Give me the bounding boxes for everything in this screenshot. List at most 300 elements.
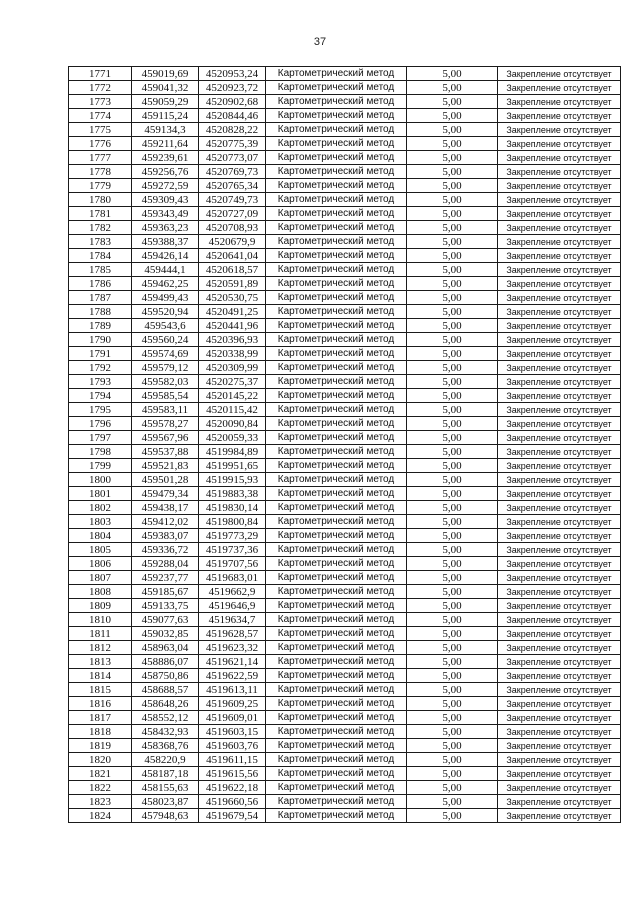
table-row <box>69 571 621 585</box>
method-cell: Картометрический метод <box>266 347 407 361</box>
y-coordinate-cell: 4519621,14 <box>199 655 266 669</box>
method-cell: Картометрический метод <box>266 557 407 571</box>
fixation-cell: Закрепление отсутствует <box>498 529 621 543</box>
table-row <box>69 473 621 487</box>
point-number-cell: 1782 <box>69 221 132 235</box>
fixation-cell: Закрепление отсутствует <box>498 207 621 221</box>
fixation-cell: Закрепление отсутствует <box>498 501 621 515</box>
fixation-cell: Закрепление отсутствует <box>498 277 621 291</box>
accuracy-cell: 5,00 <box>407 165 498 179</box>
accuracy-cell: 5,00 <box>407 725 498 739</box>
accuracy-cell: 5,00 <box>407 361 498 375</box>
table-row <box>69 459 621 473</box>
accuracy-cell: 5,00 <box>407 179 498 193</box>
accuracy-cell: 5,00 <box>407 263 498 277</box>
method-cell: Картометрический метод <box>266 669 407 683</box>
x-coordinate-cell: 459537,88 <box>132 445 199 459</box>
method-cell: Картометрический метод <box>266 305 407 319</box>
accuracy-cell: 5,00 <box>407 221 498 235</box>
fixation-cell: Закрепление отсутствует <box>498 417 621 431</box>
x-coordinate-cell: 459388,37 <box>132 235 199 249</box>
point-number-cell: 1787 <box>69 291 132 305</box>
table-row <box>69 137 621 151</box>
accuracy-cell: 5,00 <box>407 711 498 725</box>
point-number-cell: 1808 <box>69 585 132 599</box>
x-coordinate-cell: 459412,02 <box>132 515 199 529</box>
point-number-cell: 1789 <box>69 319 132 333</box>
y-coordinate-cell: 4519609,25 <box>199 697 266 711</box>
table-row <box>69 501 621 515</box>
y-coordinate-cell: 4520775,39 <box>199 137 266 151</box>
method-cell: Картометрический метод <box>266 151 407 165</box>
table-row <box>69 445 621 459</box>
table-row <box>69 697 621 711</box>
accuracy-cell: 5,00 <box>407 683 498 697</box>
accuracy-cell: 5,00 <box>407 669 498 683</box>
y-coordinate-cell: 4520727,09 <box>199 207 266 221</box>
fixation-cell: Закрепление отсутствует <box>498 599 621 613</box>
y-coordinate-cell: 4520953,24 <box>199 67 266 81</box>
method-cell: Картометрический метод <box>266 781 407 795</box>
point-number-cell: 1783 <box>69 235 132 249</box>
fixation-cell: Закрепление отсутствует <box>498 795 621 809</box>
x-coordinate-cell: 459520,94 <box>132 305 199 319</box>
y-coordinate-cell: 4519679,54 <box>199 809 266 823</box>
point-number-cell: 1800 <box>69 473 132 487</box>
accuracy-cell: 5,00 <box>407 319 498 333</box>
fixation-cell: Закрепление отсутствует <box>498 781 621 795</box>
y-coordinate-cell: 4519609,01 <box>199 711 266 725</box>
x-coordinate-cell: 458432,93 <box>132 725 199 739</box>
x-coordinate-cell: 459343,49 <box>132 207 199 221</box>
y-coordinate-cell: 4520923,72 <box>199 81 266 95</box>
accuracy-cell: 5,00 <box>407 599 498 613</box>
table-row <box>69 333 621 347</box>
fixation-cell: Закрепление отсутствует <box>498 683 621 697</box>
table-row <box>69 669 621 683</box>
method-cell: Картометрический метод <box>266 543 407 557</box>
page-number: 37 <box>313 36 327 48</box>
fixation-cell: Закрепление отсутствует <box>498 669 621 683</box>
y-coordinate-cell: 4520491,25 <box>199 305 266 319</box>
point-number-cell: 1784 <box>69 249 132 263</box>
method-cell: Картометрический метод <box>266 459 407 473</box>
accuracy-cell: 5,00 <box>407 529 498 543</box>
table-row <box>69 179 621 193</box>
point-number-cell: 1817 <box>69 711 132 725</box>
accuracy-cell: 5,00 <box>407 375 498 389</box>
y-coordinate-cell: 4520059,33 <box>199 431 266 445</box>
accuracy-cell: 5,00 <box>407 655 498 669</box>
method-cell: Картометрический метод <box>266 221 407 235</box>
accuracy-cell: 5,00 <box>407 613 498 627</box>
y-coordinate-cell: 4520338,99 <box>199 347 266 361</box>
method-cell: Картометрический метод <box>266 193 407 207</box>
method-cell: Картометрический метод <box>266 697 407 711</box>
y-coordinate-cell: 4519800,84 <box>199 515 266 529</box>
method-cell: Картометрический метод <box>266 627 407 641</box>
fixation-cell: Закрепление отсутствует <box>498 109 621 123</box>
x-coordinate-cell: 459363,23 <box>132 221 199 235</box>
y-coordinate-cell: 4519622,59 <box>199 669 266 683</box>
method-cell: Картометрический метод <box>266 137 407 151</box>
accuracy-cell: 5,00 <box>407 403 498 417</box>
table-row <box>69 613 621 627</box>
y-coordinate-cell: 4520441,96 <box>199 319 266 333</box>
table-row <box>69 725 621 739</box>
accuracy-cell: 5,00 <box>407 347 498 361</box>
point-number-cell: 1811 <box>69 627 132 641</box>
point-number-cell: 1793 <box>69 375 132 389</box>
y-coordinate-cell: 4519615,56 <box>199 767 266 781</box>
method-cell: Картометрический метод <box>266 739 407 753</box>
fixation-cell: Закрепление отсутствует <box>498 585 621 599</box>
fixation-cell: Закрепление отсутствует <box>498 319 621 333</box>
x-coordinate-cell: 458688,57 <box>132 683 199 697</box>
x-coordinate-cell: 459272,59 <box>132 179 199 193</box>
table-row <box>69 249 621 263</box>
x-coordinate-cell: 458552,12 <box>132 711 199 725</box>
x-coordinate-cell: 459521,83 <box>132 459 199 473</box>
point-number-cell: 1788 <box>69 305 132 319</box>
table-row <box>69 291 621 305</box>
point-number-cell: 1778 <box>69 165 132 179</box>
point-number-cell: 1813 <box>69 655 132 669</box>
method-cell: Картометрический метод <box>266 319 407 333</box>
point-number-cell: 1780 <box>69 193 132 207</box>
table-row <box>69 95 621 109</box>
table-row <box>69 795 621 809</box>
table-row <box>69 753 621 767</box>
x-coordinate-cell: 458155,63 <box>132 781 199 795</box>
y-coordinate-cell: 4520090,84 <box>199 417 266 431</box>
fixation-cell: Закрепление отсутствует <box>498 333 621 347</box>
x-coordinate-cell: 459560,24 <box>132 333 199 347</box>
x-coordinate-cell: 457948,63 <box>132 809 199 823</box>
accuracy-cell: 5,00 <box>407 585 498 599</box>
accuracy-cell: 5,00 <box>407 417 498 431</box>
method-cell: Картометрический метод <box>266 375 407 389</box>
point-number-cell: 1798 <box>69 445 132 459</box>
y-coordinate-cell: 4519773,29 <box>199 529 266 543</box>
point-number-cell: 1824 <box>69 809 132 823</box>
y-coordinate-cell: 4519603,15 <box>199 725 266 739</box>
table-row <box>69 767 621 781</box>
fixation-cell: Закрепление отсутствует <box>498 95 621 109</box>
table-row <box>69 81 621 95</box>
accuracy-cell: 5,00 <box>407 753 498 767</box>
table-row <box>69 389 621 403</box>
point-number-cell: 1804 <box>69 529 132 543</box>
point-number-cell: 1773 <box>69 95 132 109</box>
accuracy-cell: 5,00 <box>407 109 498 123</box>
fixation-cell: Закрепление отсутствует <box>498 403 621 417</box>
y-coordinate-cell: 4520530,75 <box>199 291 266 305</box>
method-cell: Картометрический метод <box>266 277 407 291</box>
point-number-cell: 1771 <box>69 67 132 81</box>
fixation-cell: Закрепление отсутствует <box>498 655 621 669</box>
x-coordinate-cell: 459383,07 <box>132 529 199 543</box>
accuracy-cell: 5,00 <box>407 249 498 263</box>
x-coordinate-cell: 459077,63 <box>132 613 199 627</box>
method-cell: Картометрический метод <box>266 207 407 221</box>
x-coordinate-cell: 458750,86 <box>132 669 199 683</box>
fixation-cell: Закрепление отсутствует <box>498 613 621 627</box>
fixation-cell: Закрепление отсутствует <box>498 151 621 165</box>
fixation-cell: Закрепление отсутствует <box>498 459 621 473</box>
y-coordinate-cell: 4519662,9 <box>199 585 266 599</box>
table-row <box>69 711 621 725</box>
table-row <box>69 529 621 543</box>
accuracy-cell: 5,00 <box>407 795 498 809</box>
table-row <box>69 557 621 571</box>
fixation-cell: Закрепление отсутствует <box>498 389 621 403</box>
accuracy-cell: 5,00 <box>407 137 498 151</box>
x-coordinate-cell: 459444,1 <box>132 263 199 277</box>
table-row <box>69 207 621 221</box>
y-coordinate-cell: 4520828,22 <box>199 123 266 137</box>
fixation-cell: Закрепление отсутствует <box>498 487 621 501</box>
table-row <box>69 277 621 291</box>
accuracy-cell: 5,00 <box>407 767 498 781</box>
table-row <box>69 487 621 501</box>
x-coordinate-cell: 459185,67 <box>132 585 199 599</box>
table-row <box>69 431 621 445</box>
point-number-cell: 1812 <box>69 641 132 655</box>
point-number-cell: 1774 <box>69 109 132 123</box>
point-number-cell: 1775 <box>69 123 132 137</box>
y-coordinate-cell: 4520769,73 <box>199 165 266 179</box>
fixation-cell: Закрепление отсутствует <box>498 445 621 459</box>
point-number-cell: 1815 <box>69 683 132 697</box>
point-number-cell: 1802 <box>69 501 132 515</box>
method-cell: Картометрический метод <box>266 81 407 95</box>
y-coordinate-cell: 4520679,9 <box>199 235 266 249</box>
accuracy-cell: 5,00 <box>407 81 498 95</box>
accuracy-cell: 5,00 <box>407 235 498 249</box>
y-coordinate-cell: 4519737,36 <box>199 543 266 557</box>
point-number-cell: 1805 <box>69 543 132 557</box>
x-coordinate-cell: 459499,43 <box>132 291 199 305</box>
x-coordinate-cell: 459438,17 <box>132 501 199 515</box>
accuracy-cell: 5,00 <box>407 627 498 641</box>
x-coordinate-cell: 458886,07 <box>132 655 199 669</box>
table-row <box>69 347 621 361</box>
point-number-cell: 1814 <box>69 669 132 683</box>
method-cell: Картометрический метод <box>266 683 407 697</box>
accuracy-cell: 5,00 <box>407 515 498 529</box>
fixation-cell: Закрепление отсутствует <box>498 123 621 137</box>
point-number-cell: 1776 <box>69 137 132 151</box>
x-coordinate-cell: 459133,75 <box>132 599 199 613</box>
fixation-cell: Закрепление отсутствует <box>498 249 621 263</box>
accuracy-cell: 5,00 <box>407 431 498 445</box>
table-row <box>69 781 621 795</box>
method-cell: Картометрический метод <box>266 641 407 655</box>
point-number-cell: 1799 <box>69 459 132 473</box>
method-cell: Картометрический метод <box>266 529 407 543</box>
accuracy-cell: 5,00 <box>407 305 498 319</box>
method-cell: Картометрический метод <box>266 613 407 627</box>
x-coordinate-cell: 459211,64 <box>132 137 199 151</box>
table-row <box>69 319 621 333</box>
y-coordinate-cell: 4519646,9 <box>199 599 266 613</box>
method-cell: Картометрический метод <box>266 123 407 137</box>
table-row <box>69 305 621 319</box>
x-coordinate-cell: 458023,87 <box>132 795 199 809</box>
point-number-cell: 1781 <box>69 207 132 221</box>
x-coordinate-cell: 459256,76 <box>132 165 199 179</box>
y-coordinate-cell: 4520618,57 <box>199 263 266 277</box>
x-coordinate-cell: 459567,96 <box>132 431 199 445</box>
x-coordinate-cell: 459543,6 <box>132 319 199 333</box>
y-coordinate-cell: 4519707,56 <box>199 557 266 571</box>
accuracy-cell: 5,00 <box>407 781 498 795</box>
method-cell: Картометрический метод <box>266 473 407 487</box>
fixation-cell: Закрепление отсутствует <box>498 305 621 319</box>
method-cell: Картометрический метод <box>266 445 407 459</box>
table-row <box>69 599 621 613</box>
fixation-cell: Закрепление отсутствует <box>498 165 621 179</box>
y-coordinate-cell: 4520396,93 <box>199 333 266 347</box>
accuracy-cell: 5,00 <box>407 809 498 823</box>
accuracy-cell: 5,00 <box>407 501 498 515</box>
x-coordinate-cell: 458187,18 <box>132 767 199 781</box>
fixation-cell: Закрепление отсутствует <box>498 431 621 445</box>
point-number-cell: 1794 <box>69 389 132 403</box>
fixation-cell: Закрепление отсутствует <box>498 67 621 81</box>
x-coordinate-cell: 459501,28 <box>132 473 199 487</box>
table-row <box>69 221 621 235</box>
x-coordinate-cell: 458648,26 <box>132 697 199 711</box>
point-number-cell: 1801 <box>69 487 132 501</box>
point-number-cell: 1796 <box>69 417 132 431</box>
method-cell: Картометрический метод <box>266 753 407 767</box>
method-cell: Картометрический метод <box>266 725 407 739</box>
point-number-cell: 1809 <box>69 599 132 613</box>
fixation-cell: Закрепление отсутствует <box>498 767 621 781</box>
table-row <box>69 403 621 417</box>
fixation-cell: Закрепление отсутствует <box>498 557 621 571</box>
method-cell: Картометрический метод <box>266 599 407 613</box>
x-coordinate-cell: 459288,04 <box>132 557 199 571</box>
coordinates-table <box>68 66 621 823</box>
point-number-cell: 1772 <box>69 81 132 95</box>
fixation-cell: Закрепление отсутствует <box>498 571 621 585</box>
point-number-cell: 1791 <box>69 347 132 361</box>
x-coordinate-cell: 459019,69 <box>132 67 199 81</box>
method-cell: Картометрический метод <box>266 291 407 305</box>
y-coordinate-cell: 4519611,15 <box>199 753 266 767</box>
fixation-cell: Закрепление отсутствует <box>498 361 621 375</box>
point-number-cell: 1792 <box>69 361 132 375</box>
accuracy-cell: 5,00 <box>407 445 498 459</box>
method-cell: Картометрический метод <box>266 795 407 809</box>
method-cell: Картометрический метод <box>266 67 407 81</box>
table-row <box>69 417 621 431</box>
fixation-cell: Закрепление отсутствует <box>498 473 621 487</box>
accuracy-cell: 5,00 <box>407 67 498 81</box>
fixation-cell: Закрепление отсутствует <box>498 291 621 305</box>
y-coordinate-cell: 4520708,93 <box>199 221 266 235</box>
y-coordinate-cell: 4520902,68 <box>199 95 266 109</box>
table-row <box>69 655 621 669</box>
method-cell: Картометрический метод <box>266 179 407 193</box>
table-row <box>69 543 621 557</box>
accuracy-cell: 5,00 <box>407 739 498 753</box>
method-cell: Картометрический метод <box>266 431 407 445</box>
y-coordinate-cell: 4519830,14 <box>199 501 266 515</box>
table-row <box>69 375 621 389</box>
x-coordinate-cell: 459032,85 <box>132 627 199 641</box>
fixation-cell: Закрепление отсутствует <box>498 543 621 557</box>
accuracy-cell: 5,00 <box>407 571 498 585</box>
table-row <box>69 627 621 641</box>
x-coordinate-cell: 459041,32 <box>132 81 199 95</box>
accuracy-cell: 5,00 <box>407 557 498 571</box>
x-coordinate-cell: 459426,14 <box>132 249 199 263</box>
fixation-cell: Закрепление отсутствует <box>498 375 621 389</box>
x-coordinate-cell: 459336,72 <box>132 543 199 557</box>
fixation-cell: Закрепление отсутствует <box>498 221 621 235</box>
point-number-cell: 1819 <box>69 739 132 753</box>
point-number-cell: 1806 <box>69 557 132 571</box>
accuracy-cell: 5,00 <box>407 697 498 711</box>
point-number-cell: 1818 <box>69 725 132 739</box>
y-coordinate-cell: 4519603,76 <box>199 739 266 753</box>
point-number-cell: 1790 <box>69 333 132 347</box>
y-coordinate-cell: 4519660,56 <box>199 795 266 809</box>
accuracy-cell: 5,00 <box>407 487 498 501</box>
accuracy-cell: 5,00 <box>407 277 498 291</box>
table-row <box>69 235 621 249</box>
table-row <box>69 193 621 207</box>
method-cell: Картометрический метод <box>266 389 407 403</box>
x-coordinate-cell: 459239,61 <box>132 151 199 165</box>
method-cell: Картометрический метод <box>266 333 407 347</box>
fixation-cell: Закрепление отсутствует <box>498 179 621 193</box>
fixation-cell: Закрепление отсутствует <box>498 739 621 753</box>
x-coordinate-cell: 458220,9 <box>132 753 199 767</box>
method-cell: Картометрический метод <box>266 571 407 585</box>
fixation-cell: Закрепление отсутствует <box>498 235 621 249</box>
point-number-cell: 1797 <box>69 431 132 445</box>
point-number-cell: 1810 <box>69 613 132 627</box>
x-coordinate-cell: 459583,11 <box>132 403 199 417</box>
point-number-cell: 1822 <box>69 781 132 795</box>
accuracy-cell: 5,00 <box>407 473 498 487</box>
method-cell: Картометрический метод <box>266 501 407 515</box>
y-coordinate-cell: 4520591,89 <box>199 277 266 291</box>
fixation-cell: Закрепление отсутствует <box>498 809 621 823</box>
accuracy-cell: 5,00 <box>407 193 498 207</box>
y-coordinate-cell: 4520145,22 <box>199 389 266 403</box>
fixation-cell: Закрепление отсутствует <box>498 641 621 655</box>
y-coordinate-cell: 4520765,34 <box>199 179 266 193</box>
accuracy-cell: 5,00 <box>407 207 498 221</box>
x-coordinate-cell: 458963,04 <box>132 641 199 655</box>
accuracy-cell: 5,00 <box>407 641 498 655</box>
method-cell: Картометрический метод <box>266 417 407 431</box>
method-cell: Картометрический метод <box>266 109 407 123</box>
y-coordinate-cell: 4520749,73 <box>199 193 266 207</box>
point-number-cell: 1821 <box>69 767 132 781</box>
table-row <box>69 67 621 81</box>
y-coordinate-cell: 4520115,42 <box>199 403 266 417</box>
point-number-cell: 1807 <box>69 571 132 585</box>
point-number-cell: 1823 <box>69 795 132 809</box>
table-row <box>69 123 621 137</box>
